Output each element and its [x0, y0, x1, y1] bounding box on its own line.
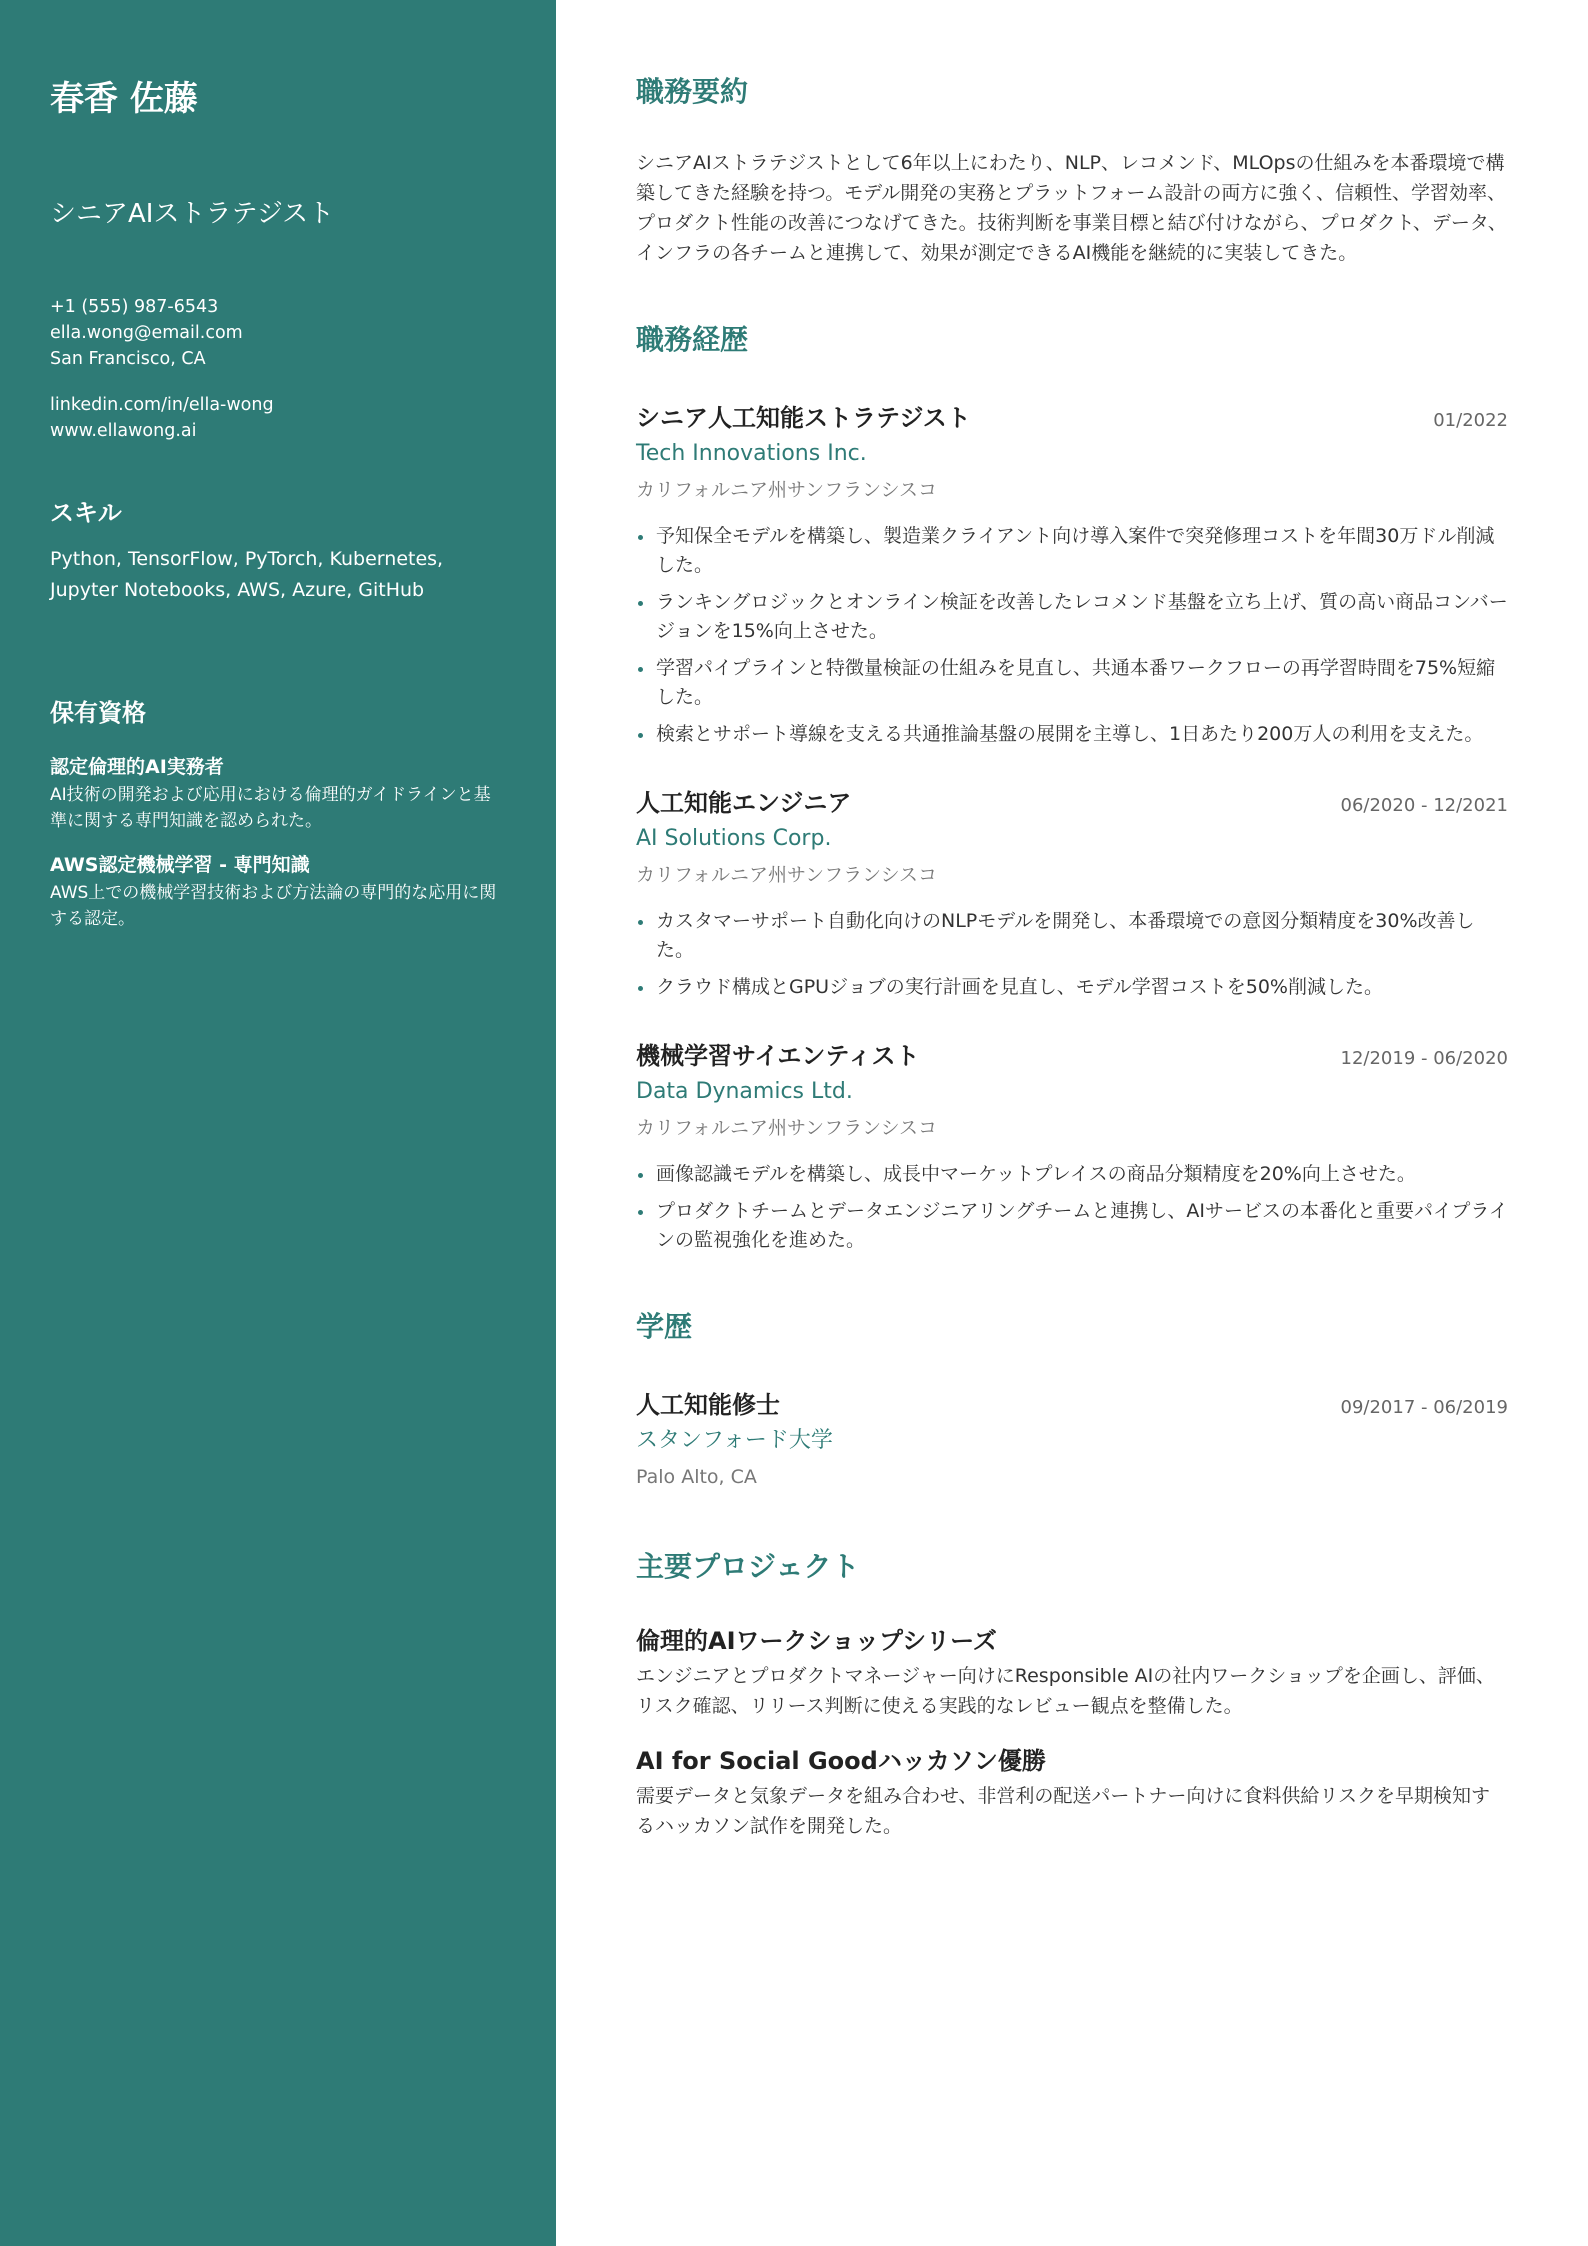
skills-list: Python, TensorFlow, PyTorch, Kubernetes, Jupyter Notebooks, AWS, Azure, GitHub — [50, 548, 444, 601]
job-location: カリフォルニア州サンフランシスコ — [636, 479, 938, 501]
job-date: 01/2022 — [1433, 410, 1508, 431]
project-description: エンジニアとプロダクトマネージャー向けにResponsible AIの社内ワークショップを企画し、評価、リスク確認、リリース判断に使える実践的なレビュー観点を整備した。 — [636, 1665, 1495, 1717]
bullet-item: プロダクトチームとデータエンジニアリングチームと連携し、AIサービスの本番化と重要パイプラインの監視強化を進めた。 — [636, 1197, 1508, 1255]
education-entry — [636, 1387, 1508, 1495]
certification-description: AWS上での機械学習技術および方法論の専門的な応用に関する認定。 — [50, 883, 497, 929]
project-entry — [636, 1743, 1508, 1841]
school-name: スタンフォード大学 — [636, 1428, 833, 1453]
job-bullets — [636, 907, 1508, 1002]
job-title: 機械学習サイエンティスト — [636, 1042, 920, 1070]
skills-heading: スキル — [50, 499, 122, 527]
company-name: Data Dynamics Ltd. — [636, 1079, 853, 1104]
candidate-name: 春香 佐藤 — [50, 79, 198, 119]
job-entry — [636, 1038, 1508, 1255]
job-title: シニア人工知能ストラテジスト — [636, 404, 971, 432]
candidate-title: シニアAIストラテジスト — [50, 199, 335, 229]
bullet-item: クラウド構成とGPUジョブの実行計画を見直し、モデル学習コストを50%削減した。 — [636, 973, 1508, 1002]
location: San Francisco, CA — [50, 349, 206, 369]
job-title: 人工知能エンジニア — [636, 789, 852, 817]
project-description: 需要データと気象データを組み合わせ、非営利の配送パートナー向けに食料供給リスクを早期検知するハッカソン試作を開発した。 — [636, 1785, 1491, 1837]
certification-title: 認定倫理的AI実務者 — [50, 756, 224, 778]
sidebar — [0, 0, 556, 2246]
job-bullets — [636, 1160, 1508, 1255]
job-date: 12/2019 - 06/2020 — [1340, 1048, 1508, 1069]
email: ella.wong@email.com — [50, 323, 243, 343]
education-heading: 学歴 — [636, 1310, 693, 1343]
job-entry — [636, 785, 1508, 1002]
job-date: 06/2020 - 12/2021 — [1340, 795, 1508, 816]
job-location: カリフォルニア州サンフランシスコ — [636, 1117, 938, 1139]
website-link[interactable]: www.ellawong.ai — [50, 421, 197, 441]
main-content — [636, 0, 1508, 1841]
bullet-item: ランキングロジックとオンライン検証を改善したレコメンド基盤を立ち上げ、質の高い商品コンバージョンを15%向上させた。 — [636, 588, 1508, 646]
job-entry — [636, 400, 1508, 749]
company-name: Tech Innovations Inc. — [636, 441, 867, 466]
certification-description: AI技術の開発および応用における倫理的ガイドラインと基準に関する専門知識を認められた。 — [50, 785, 491, 831]
contact-block — [50, 294, 506, 444]
project-title: AI for Social Goodハッカソン優勝 — [636, 1747, 1046, 1775]
bullet-item: 予知保全モデルを構築し、製造業クライアント向け導入案件で突発修理コストを年間30万ドル削減した。 — [636, 522, 1508, 580]
summary-text: シニアAIストラテジストとして6年以上にわたり、NLP、レコメンド、MLOpsの仕組みを本番環境で構築してきた経験を持つ。モデル開発の実務とプラットフォーム設計の両方に強く、信頼性、学習効率、プロダクト性能の改善につなげてきた。技術判断を事業目標と結び付けながら、プロダクト、データ、インフラの各チームと連携して、効果が測定できるAI機能を継続的に実装してきた。 — [636, 152, 1507, 264]
linkedin-link[interactable]: linkedin.com/in/ella-wong — [50, 395, 274, 415]
bullet-item: 検索とサポート導線を支える共通推論基盤の展開を主導し、1日あたり200万人の利用を支えた。 — [636, 720, 1508, 749]
bullet-item: 学習パイプラインと特徴量検証の仕組みを見直し、共通本番ワークフローの再学習時間を75%短縮した。 — [636, 654, 1508, 712]
experience-heading: 職務経歴 — [636, 323, 749, 356]
certification-item — [50, 852, 506, 932]
projects-heading: 主要プロジェクト — [636, 1550, 860, 1583]
job-location: カリフォルニア州サンフランシスコ — [636, 864, 938, 886]
education-date: 09/2017 - 06/2019 — [1340, 1397, 1508, 1418]
company-name: AI Solutions Corp. — [636, 826, 832, 851]
phone: +1 (555) 987-6543 — [50, 297, 219, 317]
project-entry — [636, 1623, 1508, 1721]
certifications-heading: 保有資格 — [50, 699, 146, 727]
bullet-item: 画像認識モデルを構築し、成長中マーケットプレイスの商品分類精度を20%向上させた。 — [636, 1160, 1508, 1189]
degree: 人工知能修士 — [636, 1391, 780, 1419]
job-bullets — [636, 522, 1508, 749]
certification-item — [50, 754, 506, 834]
school-location: Palo Alto, CA — [636, 1466, 757, 1488]
bullet-item: カスタマーサポート自動化向けのNLPモデルを開発し、本番環境での意図分類精度を30%改善した。 — [636, 907, 1508, 965]
certification-title: AWS認定機械学習 - 専門知識 — [50, 854, 310, 876]
project-title: 倫理的AIワークショップシリーズ — [636, 1627, 997, 1655]
summary-heading: 職務要約 — [636, 75, 749, 108]
